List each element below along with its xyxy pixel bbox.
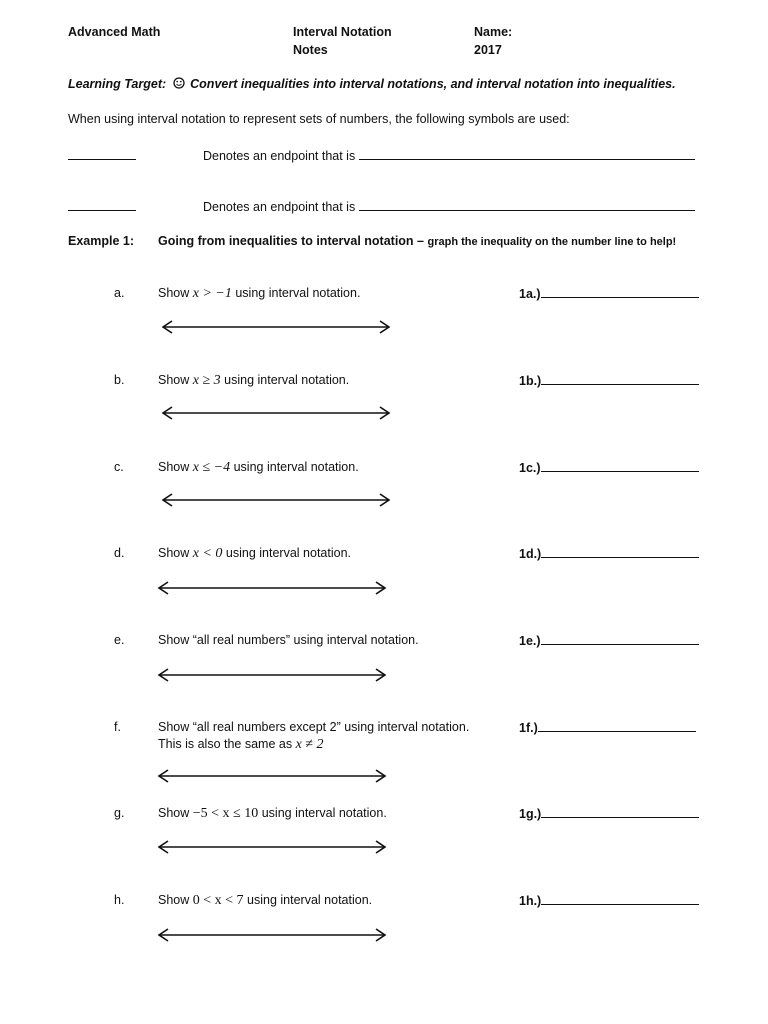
problem-e-text [158, 633, 419, 647]
problem-math: −5 < x ≤ 10 [192, 806, 259, 821]
answer-b [519, 373, 699, 388]
problem-d-text [158, 546, 351, 562]
example-label: Example 1: [68, 234, 135, 248]
number-line[interactable] [156, 768, 388, 784]
answer-label: 1b.) [519, 374, 542, 388]
problem-post: using interval notation. [261, 806, 387, 820]
topic-title: Interval Notation [293, 25, 392, 39]
topic-subtitle: Notes [293, 43, 328, 57]
example-dash: – [413, 234, 428, 248]
answer-blank[interactable] [541, 286, 699, 298]
denotes-row-2 [68, 199, 136, 214]
denotes-row-1 [68, 148, 136, 163]
learning-target [68, 77, 676, 91]
problem-math: x > −1 [192, 286, 232, 301]
problem-letter: g. [114, 806, 125, 820]
problem-letter: a. [114, 286, 125, 300]
answer-g [519, 806, 699, 821]
problem-math: x ≥ 3 [192, 373, 221, 388]
answer-e [519, 633, 699, 648]
problem-post: using interval notation. [224, 373, 350, 387]
problem-show: Show [158, 720, 190, 734]
number-line[interactable] [156, 839, 388, 855]
problem-a-text [158, 286, 360, 302]
problem-letter: h. [114, 893, 125, 907]
answer-blank[interactable] [541, 806, 699, 818]
problem-show: Show [158, 373, 190, 387]
problem-h-text [158, 893, 372, 909]
problem-math: x < 0 [192, 546, 223, 561]
problem-show: Show [158, 546, 190, 560]
answer-label: 1g.) [519, 807, 542, 821]
intro-text: When using interval notation to represent sets of numbers, the following symbols are used: [68, 112, 570, 126]
answer-h [519, 893, 699, 908]
problem-f-text [158, 720, 469, 734]
problem-b-text [158, 373, 349, 389]
answer-label: 1f.) [519, 721, 538, 735]
problem-post: using interval notation. [235, 286, 361, 300]
symbol-blank[interactable] [68, 148, 136, 160]
problem-note: This is also the same as [158, 737, 293, 751]
problem-math: x ≤ −4 [192, 460, 231, 475]
problem-post: using interval notation. [247, 893, 373, 907]
problem-math: 0 < x < 7 [192, 893, 244, 908]
problem-post: using interval notation. [233, 460, 359, 474]
problem-show: Show [158, 806, 190, 820]
answer-label: 1h.) [519, 894, 542, 908]
answer-c [519, 460, 699, 475]
number-line[interactable] [160, 492, 392, 508]
problem-f-line2 [158, 737, 323, 753]
problem-letter: d. [114, 546, 125, 560]
problem-show: Show [158, 633, 190, 647]
denotes-row-1-text [203, 148, 695, 163]
problem-g-text [158, 806, 387, 822]
answer-label: 1d.) [519, 547, 542, 561]
answer-blank[interactable] [538, 720, 696, 732]
smiley-icon [173, 77, 185, 89]
answer-d [519, 546, 699, 561]
denotes-label: Denotes an endpoint that is [203, 200, 356, 214]
example-subtitle: graph the inequality on the number line to help! [427, 236, 677, 248]
answer-f [519, 720, 696, 735]
example-heading [158, 234, 676, 248]
number-line[interactable] [156, 927, 388, 943]
definition-blank[interactable] [359, 148, 695, 160]
problem-post: “all real numbers” using interval notation. [192, 633, 419, 647]
number-line[interactable] [156, 580, 388, 596]
problem-c-text [158, 460, 359, 476]
problem-letter: b. [114, 373, 125, 387]
definition-blank[interactable] [359, 199, 695, 211]
course-title: Advanced Math [68, 25, 161, 39]
problem-math: x ≠ 2 [295, 737, 324, 752]
answer-blank[interactable] [541, 460, 699, 472]
symbol-blank[interactable] [68, 199, 136, 211]
denotes-row-2-text [203, 199, 695, 214]
answer-a [519, 286, 699, 301]
example-title: Going from inequalities to interval notation [158, 234, 414, 248]
learning-target-label: Learning Target: [68, 77, 167, 91]
year-label: 2017 [474, 43, 502, 57]
answer-blank[interactable] [541, 893, 699, 905]
answer-label: 1c.) [519, 461, 541, 475]
problem-letter: c. [114, 460, 124, 474]
number-line[interactable] [160, 319, 392, 335]
answer-blank[interactable] [541, 633, 699, 645]
problem-letter: e. [114, 633, 125, 647]
name-label: Name: [474, 25, 513, 39]
problem-letter: f. [114, 720, 121, 734]
learning-target-text: Convert inequalities into interval notations, and interval notation into inequalities. [190, 77, 676, 91]
problem-show: Show [158, 460, 190, 474]
problem-show: Show [158, 893, 190, 907]
problem-post: “all real numbers except 2” using interval notation. [192, 720, 470, 734]
answer-blank[interactable] [541, 373, 699, 385]
denotes-label: Denotes an endpoint that is [203, 149, 356, 163]
answer-label: 1a.) [519, 287, 541, 301]
problem-post: using interval notation. [225, 546, 352, 560]
number-line[interactable] [160, 405, 392, 421]
answer-label: 1e.) [519, 634, 541, 648]
number-line[interactable] [156, 667, 388, 683]
answer-blank[interactable] [541, 546, 699, 558]
problem-show: Show [158, 286, 190, 300]
